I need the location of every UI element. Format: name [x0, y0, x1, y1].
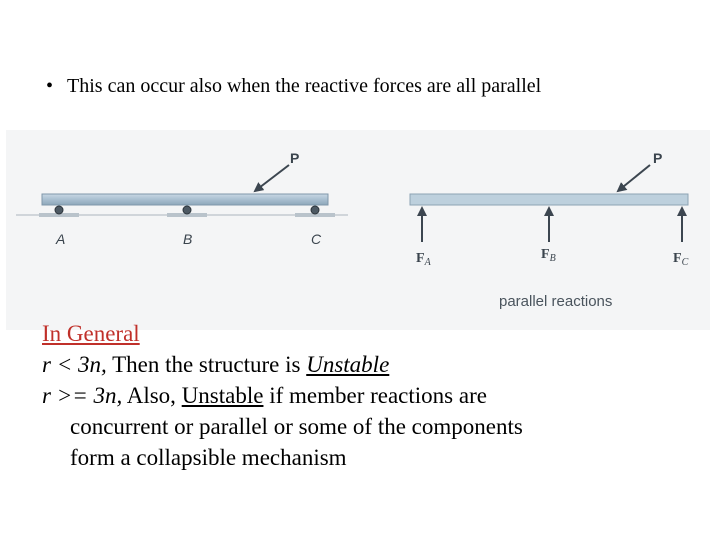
reaction-label-a: [416, 251, 432, 268]
free-body-diagram: [410, 150, 689, 310]
load-arrow-right: [618, 165, 650, 191]
parallel-reactions-figure: [6, 130, 710, 330]
continuation-line-2: form a collapsible mechanism: [70, 445, 347, 470]
condition-line-1: [42, 349, 682, 380]
load-arrow-left: [255, 165, 289, 191]
support-label-a: A: [56, 231, 66, 247]
in-general-heading: In General: [42, 321, 140, 346]
figure-svg: [6, 130, 710, 330]
support-c: [295, 206, 335, 217]
condition-2-text: Also,: [122, 383, 182, 408]
condition-2-rest: if member reactions are: [263, 383, 487, 408]
condition-1-text: Then the structure is: [106, 352, 307, 377]
heading-line: [42, 318, 682, 349]
reaction-label-a-sub: A: [424, 257, 431, 268]
condition-2: r >= 3n,: [42, 383, 123, 408]
reaction-label-c-sub: C: [681, 257, 689, 268]
body-text: [42, 318, 682, 473]
reaction-label-c-main: F: [673, 251, 682, 266]
support-a: [39, 206, 79, 217]
reaction-label-c: [673, 251, 689, 268]
condition-line-2: [42, 380, 682, 411]
reaction-label-b-main: F: [541, 247, 550, 262]
load-label-right: P: [653, 150, 663, 166]
support-label-c: C: [311, 231, 322, 247]
figure-caption: parallel reactions: [499, 293, 613, 310]
support-label-b: B: [183, 231, 193, 247]
reaction-label-b: [541, 247, 556, 264]
continuation-line-1: concurrent or parallel or some of the components: [70, 414, 523, 439]
beam-free-body: [410, 194, 688, 205]
condition-2-result: Unstable: [181, 383, 264, 408]
supported-beam-diagram: [16, 150, 348, 247]
bullet-point: [46, 73, 541, 99]
support-b: [167, 206, 207, 217]
load-label-left: P: [290, 150, 300, 166]
condition-1: r < 3n,: [42, 352, 107, 377]
reaction-label-a-main: F: [416, 251, 425, 266]
bullet-symbol: •: [46, 75, 54, 97]
beam: [42, 194, 328, 205]
bullet-text: This can occur also when the reactive forces are all parallel: [67, 75, 542, 97]
reaction-label-b-sub: B: [549, 253, 556, 264]
condition-1-result: Unstable: [306, 352, 390, 377]
